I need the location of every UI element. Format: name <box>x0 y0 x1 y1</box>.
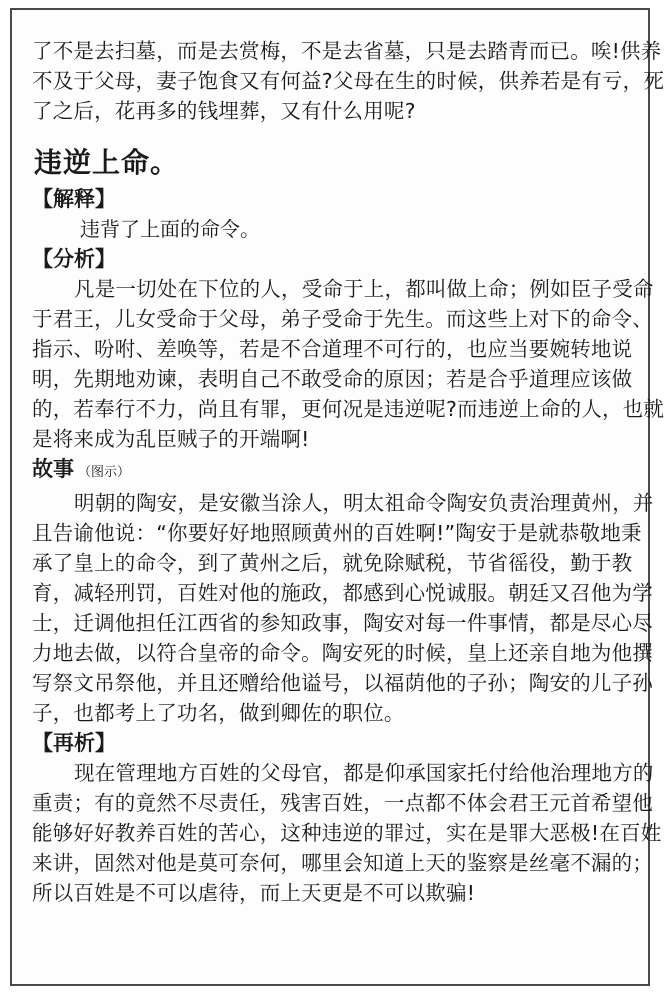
story-paragraph <box>32 488 654 728</box>
reanalysis-line: 现在管理地方百姓的父母官，都是仰承国家托付给他治理地方的 <box>74 761 654 785</box>
explanation-label: 【解释】 <box>32 187 116 211</box>
story-line: 写祭文吊祭他，并且还赠给他谥号，以福荫他的子孙；陶安的儿子孙 <box>32 671 653 695</box>
analysis-paragraph <box>32 274 665 454</box>
intro-line: 不及于父母，妻子饱食又有何益?父母在生的时候，供养若是有亏，死 <box>32 69 665 93</box>
story-line: 力地去做，以符合皇帝的命令。陶安死的时候，皇上还亲自地为他撰 <box>32 641 653 665</box>
analysis-line: 凡是一切处在下位的人，受命于上，都叫做上命；例如臣子受命 <box>74 277 654 301</box>
reanalysis-line: 所以百姓是不可以虐待，而上天更是不可以欺骗! <box>32 881 476 905</box>
explanation-text: 违背了上面的命令。 <box>80 217 260 241</box>
analysis-label: 【分析】 <box>32 247 116 271</box>
reanalysis-label: 【再析】 <box>32 731 116 755</box>
reanalysis-paragraph <box>32 758 662 908</box>
story-label <box>32 454 636 488</box>
section-title: 违逆上命。 <box>34 146 180 179</box>
story-line: 明朝的陶安，是安徽当涂人，明太祖命令陶安负责治理黄州，并 <box>74 491 654 515</box>
reanalysis-line: 能够好好教养百姓的苦心，这种违逆的罪过，实在是罪大恶极!在百姓 <box>32 821 662 845</box>
analysis-line: 明，先期地劝谏，表明自己不敢受命的原因；若是合乎道理应该做 <box>32 367 633 391</box>
page-content <box>32 36 665 908</box>
reanalysis-line: 来讲，固然对他是莫可奈何，哪里会知道上天的鉴察是丝毫不漏的； <box>32 851 653 875</box>
reanalysis-line: 重责；有的竟然不尽责任，残害百姓，一点都不体会君王元首希望他 <box>32 791 653 815</box>
story-line: 育，减轻刑罚，百姓对他的施政，都感到心悦诚服。朝廷又召他为学 <box>32 581 653 605</box>
intro-paragraph <box>32 36 665 126</box>
story-line: 承了皇上的命令，到了黄州之后，就免除赋税，节省徭役，勤于教 <box>32 551 633 575</box>
story-note: （图示） <box>78 465 131 480</box>
analysis-line: 于君王，儿女受命于父母，弟子受命于先生。而这些上对下的命令、 <box>32 307 653 331</box>
analysis-line: 的，若奉行不力，尚且有罪，更何况是违逆呢?而违逆上命的人，也就 <box>32 397 665 421</box>
analysis-line: 指示、吩咐、差唤等，若是不合道理不可行的，也应当要婉转地说 <box>32 337 633 361</box>
intro-line: 了之后，花再多的钱埋葬，又有什么用呢? <box>32 99 416 123</box>
story-line: 且告谕他说：“你要好好地照顾黄州的百姓啊!”陶安于是就恭敬地秉 <box>32 521 642 545</box>
intro-line: 了不是去扫墓，而是去赏梅，不是去省墓，只是去踏青而已。唉!供养 <box>32 39 662 63</box>
story-line: 子，也都考上了功名，做到卿佐的职位。 <box>32 701 405 725</box>
story-label-text: 故事 <box>32 457 74 481</box>
analysis-line: 是将来成为乱臣贼子的开端啊! <box>32 427 310 451</box>
story-line: 士，迁调他担任江西省的参知政事，陶安对每一件事情，都是尽心尽 <box>32 611 653 635</box>
